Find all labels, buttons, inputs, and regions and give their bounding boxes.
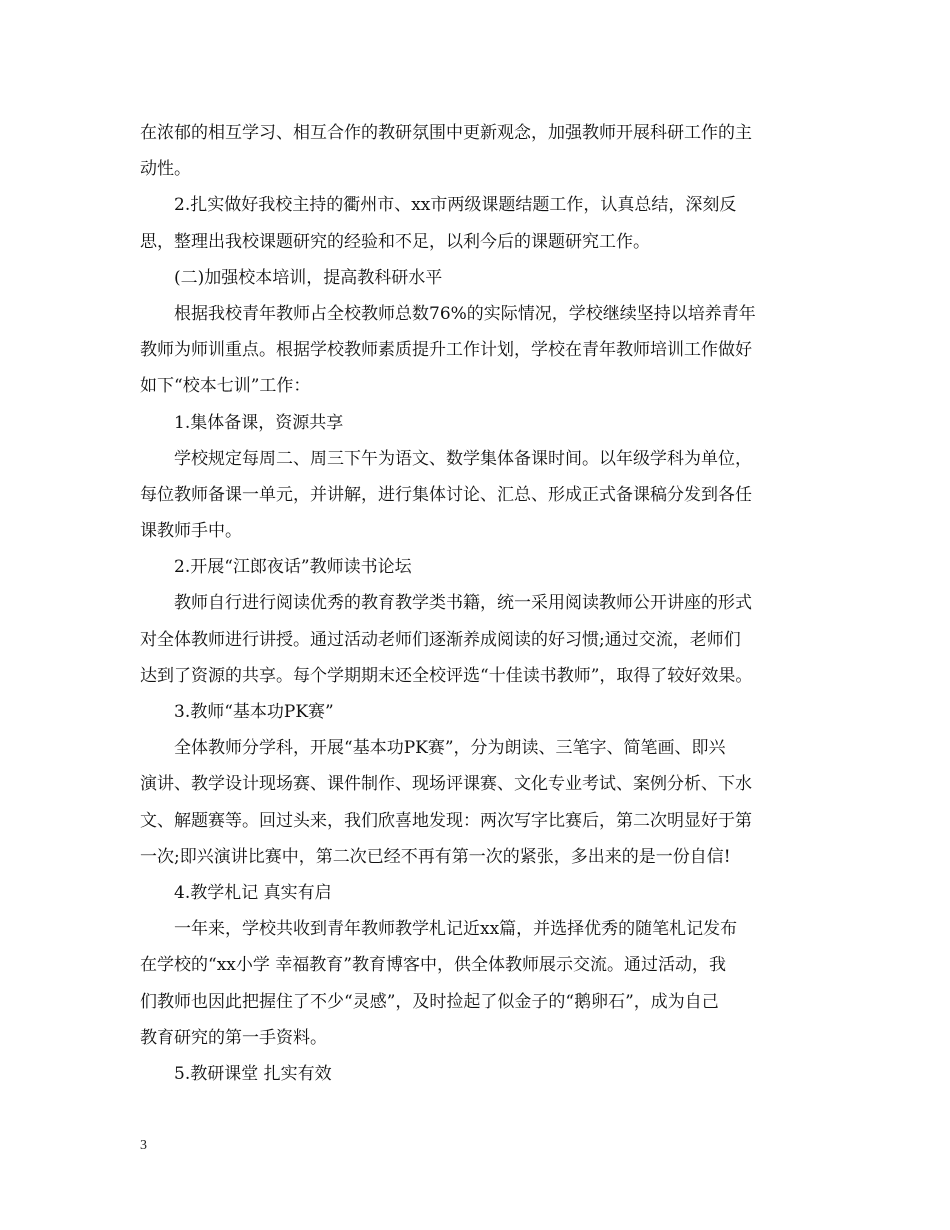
text-line: 动性。 [140, 159, 191, 180]
text-line: 教育研究的第一手资料。 [140, 1027, 327, 1048]
text-line: 一次;即兴演讲比赛中，第二次已经不再有第一次的紧张，多出来的是一份自信! [140, 846, 731, 867]
text-line: 5.教研课堂 扎实有效 [174, 1063, 332, 1084]
text-line: 在学校的“xx小学 幸福教育”教育博客中，供全体教师展示交流。通过活动，我 [140, 955, 726, 976]
text-line: 4.教学札记 真实有启 [174, 882, 332, 903]
page-number: 3 [140, 1138, 147, 1153]
text-line: 课教师手中。 [140, 521, 242, 542]
text-line: 文、解题赛等。回过头来，我们欣喜地发现：两次写字比赛后，第二次明显好于第 [140, 810, 752, 831]
text-line: 达到了资源的共享。每个学期期末还全校评选“十佳读书教师”，取得了较好效果。 [140, 665, 753, 686]
text-line: 学校规定每周二、周三下午为语文、数学集体备课时间。以年级学科为单位， [174, 448, 752, 469]
text-line: 1.集体备课，资源共享 [174, 412, 344, 433]
text-line: 2.扎实做好我校主持的衢州市、xx市两级课题结题工作，认真总结，深刻反 [174, 195, 737, 216]
text-line: 在浓郁的相互学习、相互合作的教研氛围中更新观念，加强教师开展科研工作的主 [140, 123, 752, 143]
body-text [140, 115, 830, 1092]
text-line: (二)加强校本培训，提高教科研水平 [174, 267, 443, 288]
text-line: 3.教师“基本功PK赛” [174, 702, 334, 722]
text-line: 演讲、教学设计现场赛、课件制作、现场评课赛、文化专业考试、案例分析、下水 [140, 774, 752, 795]
text-line: 全体教师分学科，开展“基本功PK赛”，分为朗读、三笔字、简笔画、即兴 [174, 738, 726, 759]
text-line: 教师为师训重点。根据学校教师素质提升工作计划，学校在青年教师培训工作做好 [140, 340, 752, 361]
text-line: 如下“校本七训”工作： [140, 376, 311, 397]
text-line: 对全体教师进行讲授。通过活动老师们逐渐养成阅读的好习惯;通过交流，老师们 [140, 629, 741, 650]
text-line: 们教师也因此把握住了不少“灵感”，及时捡起了似金子的“鹅卵石”，成为自己 [140, 991, 719, 1012]
text-line: 根据我校青年教师占全校教师总数76%的实际情况，学校继续坚持以培养青年 [174, 303, 756, 324]
text-line: 一年来，学校共收到青年教师教学札记近xx篇，并选择优秀的随笔札记发布 [174, 919, 738, 940]
text-line: 2.开展“江郎夜话”教师读书论坛 [174, 557, 412, 578]
text-line: 每位教师备课一单元，并讲解，进行集体讨论、汇总、形成正式备课稿分发到各任 [140, 484, 752, 505]
text-line: 思，整理出我校课题研究的经验和不足，以利今后的课题研究工作。 [140, 231, 650, 252]
text-line: 教师自行进行阅读优秀的教育教学类书籍，统一采用阅读教师公开讲座的形式 [174, 593, 752, 614]
